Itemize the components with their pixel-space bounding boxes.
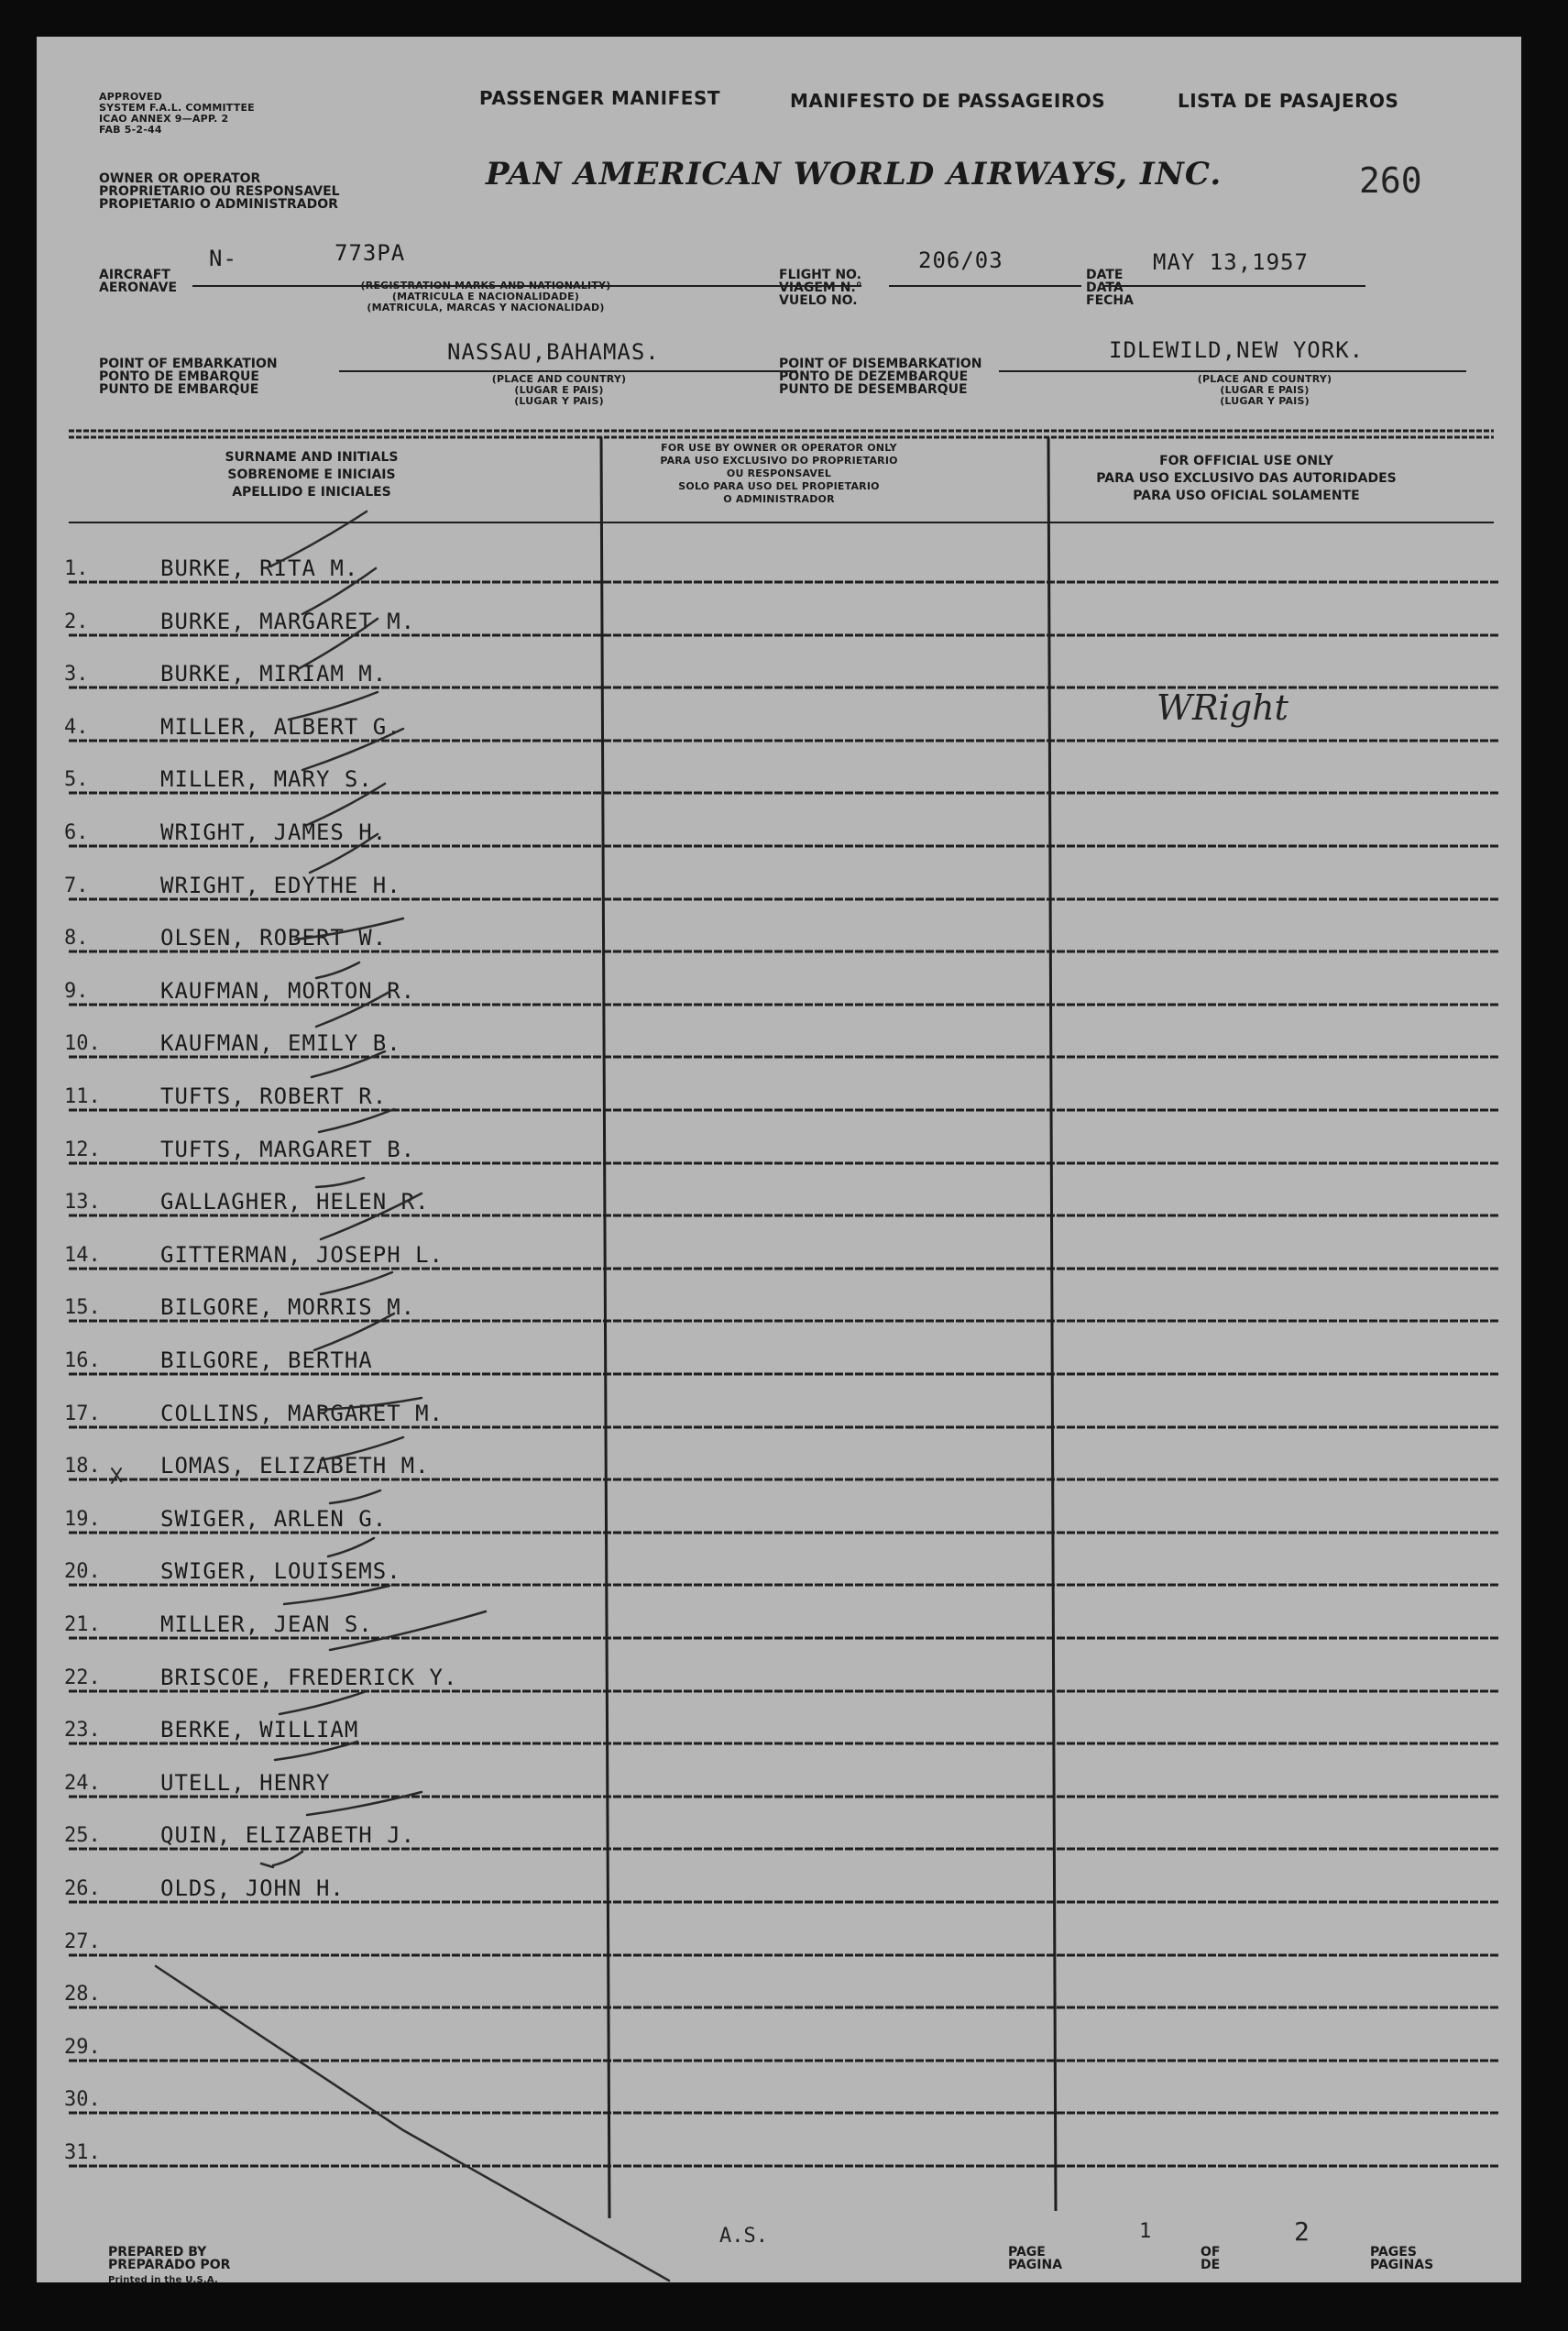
row-number: 25.	[64, 1824, 101, 1847]
flight-number: 206/03	[918, 247, 1003, 273]
check-mark	[330, 1490, 380, 1503]
disembarkation-sub-line: (PLACE AND COUNTRY)	[1197, 373, 1332, 385]
row-number: 9.	[64, 980, 89, 1003]
aircraft-prefix: N-	[209, 246, 237, 271]
total-pages: 2	[1294, 2216, 1310, 2247]
flight-label-line: VUELO NO.	[779, 293, 858, 308]
check-mark	[321, 1437, 403, 1460]
row-number: 2.	[64, 610, 89, 633]
row-number: 31.	[64, 2141, 101, 2164]
aircraft-label-line: AIRCRAFT	[99, 268, 170, 282]
aircraft-label-line: AERONAVE	[99, 280, 178, 295]
official-annotation: WRight	[1157, 687, 1288, 728]
row-number: 15.	[64, 1296, 101, 1319]
passenger-name: BRISCOE, FREDERICK Y.	[160, 1665, 458, 1690]
passenger-name: BURKE, RITA M.	[160, 555, 359, 581]
owner-label-line: OWNER OR OPERATOR	[99, 171, 261, 186]
sheet-number: 260	[1359, 160, 1422, 201]
page-label-line: PAGE	[1008, 2245, 1046, 2260]
disembarkation-label-line: PONTO DE DEZEMBARQUE	[779, 369, 969, 384]
check-mark	[298, 619, 378, 669]
passenger-name: SWIGER, LOUISEMS.	[160, 1558, 401, 1584]
column-header-line: APELLIDO E INICIALES	[232, 485, 391, 500]
check-mark	[307, 784, 385, 825]
row-number: 13.	[64, 1191, 101, 1214]
column-header-line: SOLO PARA USO DEL PROPIETARIO	[678, 480, 880, 492]
check-mark	[316, 992, 389, 1027]
row-number: 6.	[64, 821, 89, 844]
column-header-line: FOR USE BY OWNER OR OPERATOR ONLY	[661, 442, 897, 454]
header-spanish: LISTA DE PASAJEROS	[1178, 90, 1399, 112]
column-header-line: PARA USO EXCLUSIVO DAS AUTORIDADES	[1096, 471, 1397, 486]
disembarkation-sub-line: (LUGAR E PAIS)	[1220, 384, 1310, 396]
aircraft-sub-line: (REGISTRATION MARKS AND NATIONALITY)	[360, 280, 611, 291]
passenger-name: BILGORE, MORRIS M.	[160, 1294, 416, 1320]
disembarkation-place: IDLEWILD,NEW YORK.	[1109, 337, 1365, 363]
check-mark	[302, 729, 403, 770]
flight-date: MAY 13,1957	[1153, 249, 1309, 275]
column-header-line: SURNAME AND INITIALS	[225, 450, 399, 465]
column-header-line: O ADMINISTRADOR	[723, 493, 835, 505]
row-number: 26.	[64, 1877, 101, 1900]
passenger-name: KAUFMAN, EMILY B.	[160, 1030, 401, 1056]
check-mark	[328, 1538, 374, 1556]
row-number: 23.	[64, 1719, 101, 1742]
row-number: 14.	[64, 1244, 101, 1267]
approval-line: APPROVED	[99, 91, 162, 103]
check-mark	[310, 834, 378, 873]
row-number: 1.	[64, 557, 89, 580]
pages-label-line: PAGES	[1370, 2245, 1417, 2260]
column-divider-1	[601, 437, 609, 2218]
row-number: 18.	[64, 1455, 101, 1478]
passenger-name: MILLER, ALBERT G.	[160, 714, 401, 740]
prepared-label-line: PREPARED BY	[108, 2245, 207, 2260]
check-mark	[261, 1864, 273, 1867]
page-number: 1	[1139, 2220, 1152, 2243]
owner-label-line: PROPRIETARIO OU RESPONSAVEL	[99, 184, 340, 199]
row-number: 4.	[64, 716, 89, 739]
row-number: 28.	[64, 1983, 101, 2006]
passenger-name: BILGORE, BERTHA	[160, 1347, 373, 1373]
row-number: 20.	[64, 1560, 101, 1583]
passenger-name: TUFTS, MARGARET B.	[160, 1137, 416, 1162]
of-label-line: DE	[1201, 2258, 1221, 2272]
column-header-line: PARA USO EXCLUSIVO DO PROPRIETARIO	[660, 455, 898, 467]
passenger-name: MILLER, JEAN S.	[160, 1611, 373, 1637]
row-number: 19.	[64, 1508, 101, 1531]
embarkation-label-line: PUNTO DE EMBARQUE	[99, 382, 259, 397]
row-number: 16.	[64, 1349, 101, 1372]
embarkation-sub-line: (LUGAR Y PAIS)	[514, 395, 604, 407]
row-number: 21.	[64, 1613, 101, 1636]
operator-name: PAN AMERICAN WORLD AIRWAYS, INC.	[486, 156, 1223, 192]
pages-label-line: PAGINAS	[1370, 2258, 1434, 2272]
row-number: 11.	[64, 1085, 101, 1108]
embarkation-sub-line: (PLACE AND COUNTRY)	[491, 373, 627, 385]
passenger-name: TUFTS, ROBERT R.	[160, 1083, 388, 1109]
check-mark	[316, 962, 359, 978]
check-mark	[302, 568, 376, 614]
passenger-name: COLLINS, MARGARET M.	[160, 1401, 444, 1426]
date-label-line: DATA	[1086, 280, 1124, 295]
row-number: 3.	[64, 663, 89, 686]
check-mark	[319, 1398, 422, 1410]
passenger-name: BURKE, MIRIAM M.	[160, 661, 388, 687]
owner-label-line: PROPIETARIO O ADMINISTRADOR	[99, 197, 338, 212]
prepared-label-line: PREPARADO POR	[108, 2258, 231, 2272]
page-label-line: PAGINA	[1008, 2258, 1063, 2272]
aircraft-sub-line: (MATRICULA, MARCAS Y NACIONALIDAD)	[367, 302, 605, 313]
printed-notice: Printed in the U.S.A.	[108, 2275, 219, 2285]
passenger-name: QUIN, ELIZABETH J.	[160, 1822, 416, 1848]
row-number: 17.	[64, 1402, 101, 1425]
row-number: 27.	[64, 1930, 101, 1953]
check-mark	[321, 1272, 392, 1294]
row-number: 29.	[64, 2036, 101, 2059]
flight-label-line: VIAGEM N.°	[779, 280, 862, 295]
embarkation-sub-line: (LUGAR E PAIS)	[514, 384, 604, 396]
approval-line: SYSTEM F.A.L. COMMITTEE	[99, 102, 255, 114]
check-mark	[330, 1611, 486, 1650]
column-header-line: PARA USO OFICIAL SOLAMENTE	[1133, 489, 1360, 503]
date-label-line: FECHA	[1086, 293, 1134, 308]
passenger-name: BERKE, WILLIAM	[160, 1717, 359, 1743]
passenger-name: UTELL, HENRY	[160, 1770, 331, 1796]
passenger-name: GITTERMAN, JOSEPH L.	[160, 1242, 444, 1268]
passenger-name: LOMAS, ELIZABETH M.	[160, 1453, 430, 1479]
embarkation-place: NASSAU,BAHAMAS.	[447, 339, 660, 365]
check-mark	[295, 918, 403, 940]
column-header-line: SOBRENOME E INICIAIS	[227, 467, 396, 482]
cross-mark	[112, 1468, 121, 1483]
disembarkation-label-line: PUNTO DE DESEMBARQUE	[779, 382, 968, 397]
row-number: 22.	[64, 1666, 101, 1689]
column-divider-2	[1048, 437, 1056, 2211]
passenger-name: BURKE, MARGARET M.	[160, 609, 416, 634]
date-label-line: DATE	[1086, 268, 1124, 282]
check-mark	[270, 511, 367, 566]
row-number: 12.	[64, 1138, 101, 1161]
check-mark	[314, 1314, 394, 1350]
passenger-name: MILLER, MARY S.	[160, 766, 373, 792]
aircraft-registration: 773PA	[334, 240, 406, 266]
aircraft-sub-line: (MATRICULA E NACIONALIDADE)	[391, 291, 580, 302]
row-number: 7.	[64, 874, 89, 897]
passenger-name: SWIGER, ARLEN G.	[160, 1506, 388, 1532]
column-header-line: OU RESPONSAVEL	[726, 467, 832, 479]
row-number: 10.	[64, 1032, 101, 1055]
passenger-name: OLDS, JOHN H.	[160, 1875, 345, 1901]
cancel-stroke	[156, 1966, 669, 2281]
check-mark	[319, 1109, 394, 1132]
check-mark	[280, 1691, 367, 1714]
check-mark	[284, 1586, 389, 1604]
column-header-line: FOR OFFICIAL USE ONLY	[1159, 454, 1333, 468]
header-english: PASSENGER MANIFEST	[479, 87, 720, 109]
header-portuguese: MANIFESTO DE PASSAGEIROS	[790, 90, 1106, 112]
row-number: 24.	[64, 1772, 101, 1795]
row-number: 30.	[64, 2088, 101, 2111]
flight-label-line: FLIGHT NO.	[779, 268, 861, 282]
embarkation-label-line: PONTO DE EMBARQUE	[99, 369, 259, 384]
prepared-by-value: A.S.	[719, 2225, 768, 2248]
passenger-name: KAUFMAN, MORTON R.	[160, 978, 416, 1004]
disembarkation-sub-line: (LUGAR Y PAIS)	[1220, 395, 1310, 407]
row-number: 5.	[64, 768, 89, 791]
passenger-name: WRIGHT, EDYTHE H.	[160, 873, 401, 898]
form-lines	[37, 37, 1521, 2282]
approval-line: ICAO ANNEX 9—APP. 2	[99, 113, 229, 125]
row-number: 8.	[64, 927, 89, 950]
passenger-name: OLSEN, ROBERT W.	[160, 925, 388, 951]
check-mark	[312, 1051, 385, 1077]
approval-line: FAB 5-2-44	[99, 124, 162, 136]
embarkation-label-line: POINT OF EMBARKATION	[99, 357, 278, 371]
passenger-name: WRIGHT, JAMES H.	[160, 819, 388, 845]
passenger-name: GALLAGHER, HELEN R.	[160, 1189, 430, 1215]
check-mark	[316, 1178, 364, 1187]
disembarkation-label-line: POINT OF DISEMBARKATION	[779, 357, 982, 371]
check-mark	[273, 1852, 302, 1865]
manifest-sheet	[37, 37, 1521, 2285]
check-mark	[289, 692, 378, 720]
of-label-line: OF	[1201, 2245, 1221, 2260]
